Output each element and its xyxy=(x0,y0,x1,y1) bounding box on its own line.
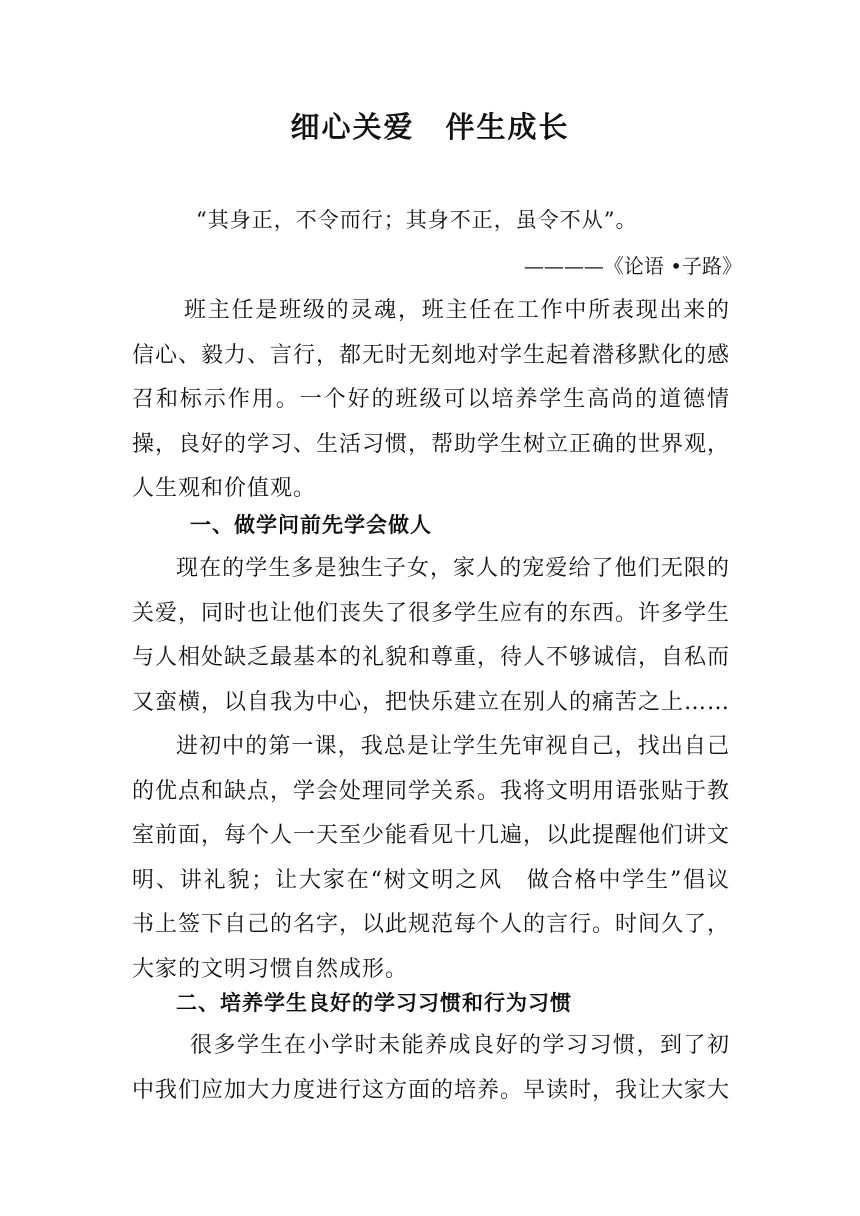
paragraph-section2-a: 很多学生在小学时未能养成良好的学习习惯，到了初中我们应加大力度进行这方面的培养。早读时，我让大家大 xyxy=(132,1033,731,1103)
paragraph-intro: 班主任是班级的灵魂，班主任在工作中所表现出来的信心、毅力、言行，都无时无刻地对学生起着潜移默化的感召和标示作用。一个好的班级可以培养学生高尚的道德情操，良好的学习、生活习惯，帮助学生树立正确的世界观，人生观和价值观。 xyxy=(132,298,731,501)
paragraph-section1-a: 现在的学生多是独生子女，家人的宠爱给了他们无限的关爱，同时也让他们丧失了很多学生应有的东西。许多学生与人相处缺乏最基本的礼貌和尊重，待人不够诚信，自私而又蛮横，以自我为中心，把快乐建立在别人的痛苦之上…… xyxy=(132,556,731,715)
paragraph-section1-b: 进初中的第一课，我总是让学生先审视自己，找出自己的优点和缺点，学会处理同学关系。我将文明用语张贴于教室前面，每个人一天至少能看见十几遍，以此提醒他们讲文明、讲礼貌；让大家在“树文明之风 做合格中学生”倡议书上签下自己的名字，以此规范每个人的言行。时间久了，大家的文明习惯自然成形。 xyxy=(132,734,731,982)
document-title: 细心关爱 伴生成长 xyxy=(290,110,570,144)
section-heading-1: 一、做学问前先学会做人 xyxy=(190,513,432,537)
section-heading-2: 二、培养学生良好的学习习惯和行为习惯 xyxy=(176,991,572,1015)
epigraph-quote: “其身正，不令而行；其身不正，虽令不从”。 xyxy=(196,208,638,232)
epigraph-source: ————《论语 •子路》 xyxy=(523,254,742,278)
